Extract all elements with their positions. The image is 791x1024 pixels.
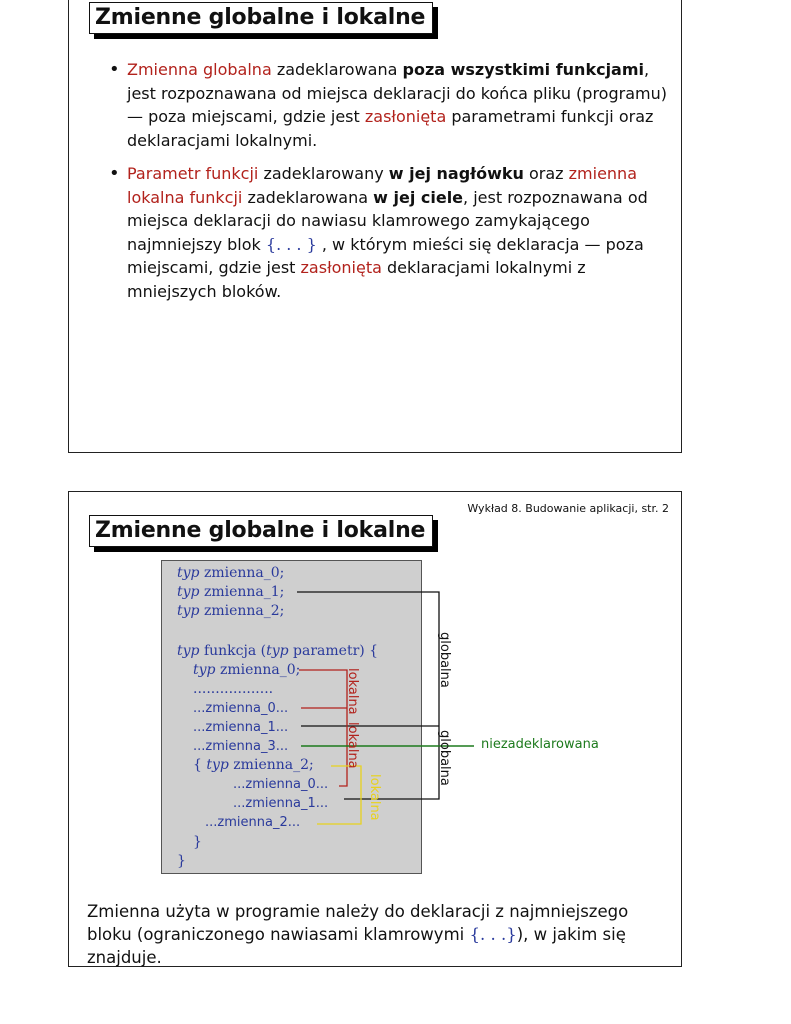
global-scope-bracket xyxy=(297,592,439,799)
label-globalna-top: globalna xyxy=(437,632,452,688)
code-line-inner-use-0: ...zmienna_0... xyxy=(233,777,329,792)
code-line-global-2: typ zmienna_2; xyxy=(177,603,285,619)
label-niezadeklarowana: niezadeklarowana xyxy=(481,737,599,752)
bullet-local-variable: • Parametr funkcji zadeklarowany w jej nagłówku oraz zmienna lokalna funkcji zadeklarowana w jej ciele, jest rozpoznawana od miejsca deklaracji do nawiasu klamrowego zamykającego najmniejszy blok {. . . } , w którym mieści się deklaracja — poza miejscami, gdzie jest zasłonięta deklaracjami lokalnymi z mniejszych bloków. xyxy=(109,162,673,303)
label-globalna-bottom: globalna xyxy=(437,730,452,786)
local-scope-bracket xyxy=(299,670,347,786)
code-line-dots: .................. xyxy=(193,681,274,697)
label-lokalna-1: lokalna xyxy=(345,668,360,715)
code-line-inner-use-1: ...zmienna_1... xyxy=(233,796,329,811)
code-line-use-0: ...zmienna_0... xyxy=(193,701,289,716)
code-line-inner-use-2: ...zmienna_2... xyxy=(205,815,301,830)
scope-annotations xyxy=(69,492,683,968)
code-line-block-decl: { typ zmienna_2; xyxy=(193,757,314,773)
bullet-global-variable: • Zmienna globalna zadeklarowana poza wszystkimi funkcjami, jest rozpoznawana od miejsca deklaracji do końca pliku (programu) — poza miejscami, gdzie jest zasłonięta parametrami funkcji oraz deklaracjami lokalnymi. xyxy=(109,58,673,152)
code-line-global-1: typ zmienna_1; xyxy=(177,584,285,600)
running-header: Wykład 8. Budowanie aplikacji, str. 2 xyxy=(467,502,669,515)
slide-1 xyxy=(68,0,682,453)
slide-2-caption: Zmienna użyta w programie należy do deklaracji z najmniejszego bloku (ograniczonego nawiasami klamrowymi {. . .}), w jakim się znajduje. xyxy=(87,902,629,967)
code-line-use-3: ...zmienna_3... xyxy=(193,739,289,754)
slide-1-title: Zmienne globalne i lokalne xyxy=(89,2,433,34)
code-line-local-0: typ zmienna_0; xyxy=(193,662,301,678)
code-line-global-0: typ zmienna_0; xyxy=(177,565,285,581)
block-scope-bracket xyxy=(317,766,361,824)
bullet-list xyxy=(109,58,673,313)
label-lokalna-block: lokalna xyxy=(367,774,382,821)
code-line-function-close: } xyxy=(177,853,186,869)
slide-2-title: Zmienne globalne i lokalne xyxy=(89,515,433,547)
code-line-use-1: ...zmienna_1... xyxy=(193,720,289,735)
slide-2 xyxy=(68,491,682,967)
label-lokalna-2: lokalna xyxy=(345,722,360,769)
code-line-function-header: typ funkcja (typ parametr) { xyxy=(177,643,379,659)
code-line-block-close: } xyxy=(193,834,202,850)
